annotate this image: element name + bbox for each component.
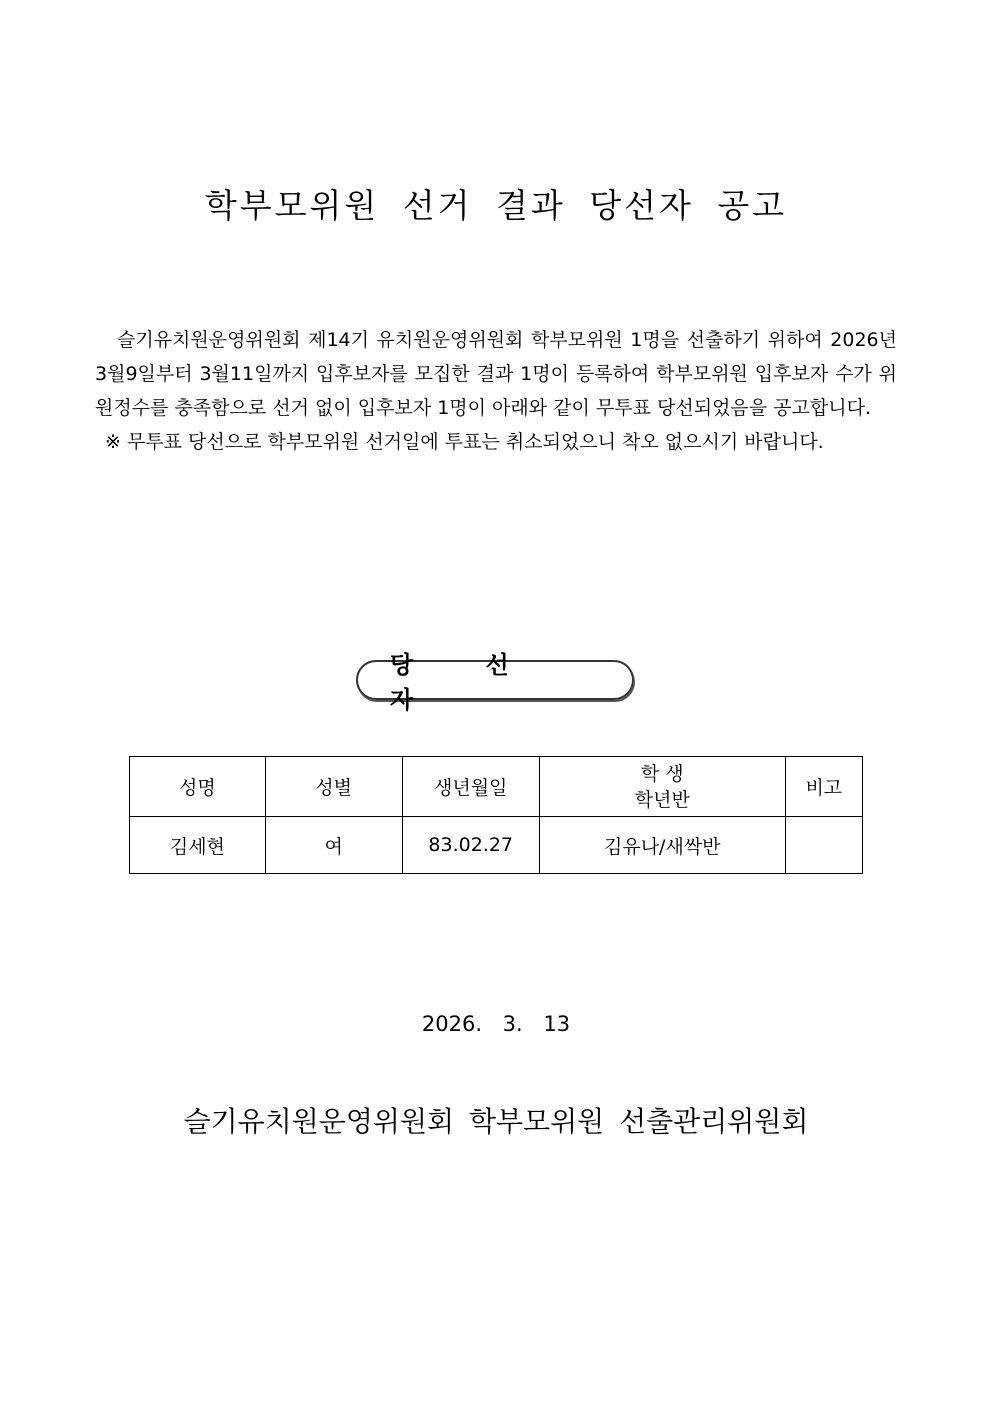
- announcement-note: ※ 무투표 당선으로 학부모위원 선거일에 투표는 취소되었으니 착오 없으시기 바랍니다.: [105, 431, 824, 453]
- header-remarks: 비고: [785, 757, 862, 817]
- table-header-row: [130, 757, 863, 817]
- header-student: [539, 757, 785, 817]
- header-birth: 생년월일: [402, 757, 539, 817]
- winner-section-label: 당 선 자: [356, 660, 634, 700]
- issuing-organization: 슬기유치원운영위원회 학부모위원 선출관리위원회: [183, 1105, 809, 1138]
- cell-name: 김세현: [130, 817, 266, 874]
- table-row: [130, 817, 863, 874]
- cell-gender: 여: [265, 817, 402, 874]
- header-gender: 성별: [265, 757, 402, 817]
- page-title: 학부모위원 선거 결과 당선자 공고: [204, 186, 788, 225]
- cell-birth: 83.02.27: [402, 817, 539, 874]
- header-name: 성명: [130, 757, 266, 817]
- header-student-line2: 학년반: [634, 788, 690, 811]
- cell-student: 김유나/새싹반: [539, 817, 785, 874]
- winner-table: [129, 756, 863, 874]
- header-student-line1: 학 생: [640, 762, 684, 785]
- announcement-paragraph: 슬기유치원운영위원회 제14기 유치원운영위원회 학부모위원 1명을 선출하기 위하여 2026년 3월9일부터 3월11일까지 입후보자를 모집한 결과 1명이 등록하여 학부모위원 입후보자 수가 위원정수를 충족함으로 선거 없이 입후보자 1명이 아래와 같이 무투표 당선되었음을 공고합니다.: [95, 329, 897, 419]
- announcement-date: 2026. 3. 13: [421, 1012, 571, 1036]
- cell-remarks: [785, 817, 862, 874]
- announcement-body: [95, 323, 897, 459]
